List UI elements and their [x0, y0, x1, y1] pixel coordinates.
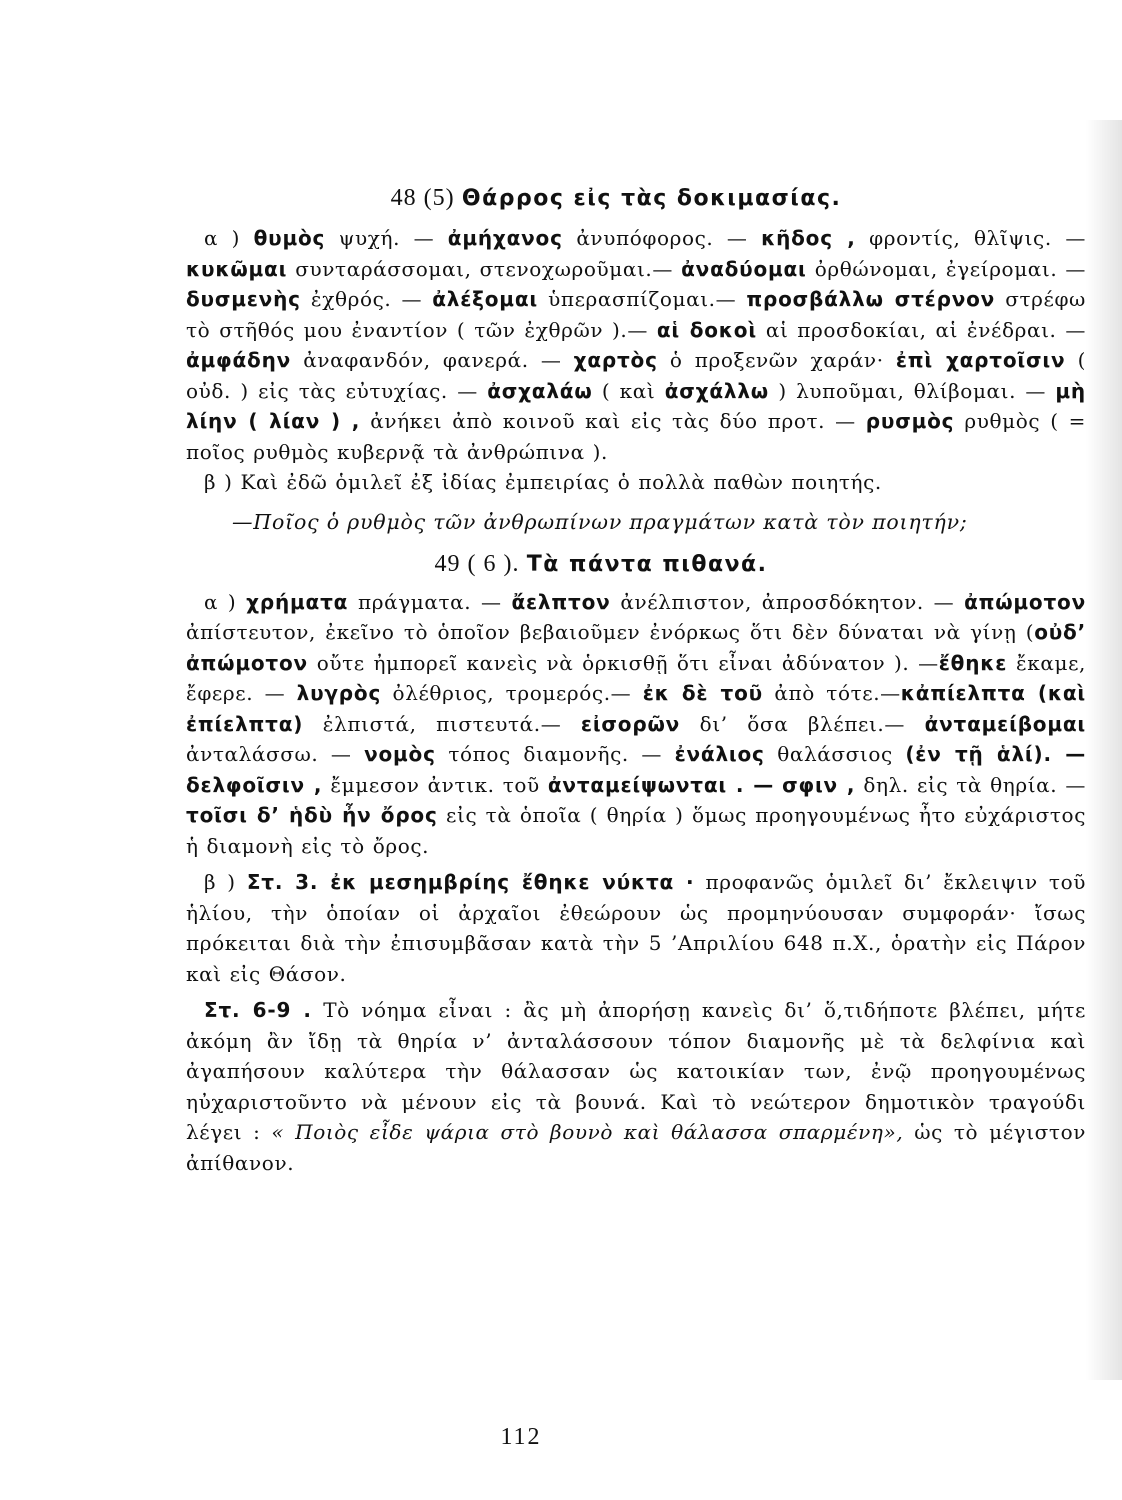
glossary-definition: ὑπερασπίζομαι.— — [548, 287, 737, 311]
facing-page-shadow — [1086, 120, 1122, 1380]
glossary-definition: ἐχθρός. — — [310, 287, 423, 311]
glossary-definition: δηλ. εἰς τὰ θηρία. — — [863, 772, 1086, 797]
section-heading-48 — [186, 178, 1086, 219]
commentary-paragraph — [186, 867, 1086, 989]
glossary-definition: στρέφω τὸ στῆθός μου ἐναντίον ( τῶν ἐχθρῶν ).— — [186, 287, 1086, 342]
glossary-term: ἀπώμοτον — [964, 589, 1086, 614]
glossary-term: αἱ δοκοὶ — [656, 317, 757, 342]
glossary-term: ρυσμὸς — [865, 409, 955, 433]
glossary-term: χρήματα — [246, 589, 349, 614]
glossary-term: θυμὸς — [253, 226, 326, 250]
section-title: Τὰ πάντα πιθανά. — [526, 551, 768, 577]
glossary-definition: πράγματα. — — [358, 589, 502, 614]
commentary-text: Τὸ νόημα εἶναι : ἂς μὴ ἀπορήσῃ κανεὶς δι’ ὅ,τιδήποτε βλέπει, μήτε ἀκόμη ἂν ἴδῃ τὰ θηρία ν’ ἀνταλάσσουν τόπον διαμονῆς μὲ τὰ δελφίνια καὶ ἀγαπήσουν καλύτερα τὴν θάλασσαν ὡς κατοικίαν των, ἐνῷ προηγουμένως ηὐχαριστοῦντο νὰ μένουν εἰς τὰ βουνά. Καὶ τὸ νεώτερον δημοτικὸν τραγούδι λέγει : — [186, 998, 1086, 1144]
glossary-term: ἀνταμείβομαι — [924, 711, 1086, 736]
commentary-text: προφανῶς ὁμιλεῖ δι’ ἔκλειψιν τοῦ ἡλίου, τὴν ὁποίαν οἱ ἀρχαῖοι ἐθεώρουν ὡς προμηνύουσαν συμφοράν· ἴσως πρόκειται διὰ τὴν ἐπισυμβᾶσαν κατὰ τὴν 5 ’Απριλίου 648 π.Χ., ὁρατὴν εἰς Πάρον καὶ εἰς Θάσον. — [186, 870, 1086, 986]
glossary-term: τοῖσι δ’ ἡδὺ ἦν ὄρος — [186, 803, 438, 827]
glossary-definition: θαλάσσιος — [777, 742, 893, 766]
glossary-term: μὴ λίην ( λίαν ) , — [186, 378, 1086, 433]
glossary-term: σφιν , — [782, 772, 856, 797]
glossary-definition: δι’ ὅσα βλέπει.— — [699, 711, 905, 736]
commentary-term: Στ. 3. ἐκ μεσημβρίης ἔθηκε νύκτα · — [246, 870, 695, 894]
glossary-term: ἀναδύομαι — [681, 256, 807, 281]
glossary-term: ἔθηκε — [938, 650, 1008, 675]
glossary-term: κυκῶμαι — [186, 256, 288, 281]
glossary-definition: ἔμμεσον ἀντικ. τοῦ — [330, 772, 540, 797]
glossary-term: ἐπὶ χαρτοῖσιν — [895, 348, 1066, 372]
section-number: 49 ( 6 ). — [434, 550, 520, 577]
glossary-term: νομὸς — [364, 742, 436, 766]
section-title: Θάρρος εἰς τὰς δοκιμασίας. — [461, 186, 842, 211]
glossary-term: ἀσχάλλω — [664, 378, 769, 403]
glossary-term: λυγρὸς — [296, 681, 382, 705]
glossary-term: δελφοῖσιν , — [186, 772, 323, 797]
glossary-term: (ἐν τῇ ἁλί). — — [905, 742, 1086, 766]
glossary-definition: συνταράσσομαι, στενοχωροῦμαι.— — [295, 256, 673, 281]
glossary-term: δυσμενὴς — [186, 287, 301, 311]
glossary-definition: ὀλέθριος, τρομερός.— — [392, 681, 632, 705]
glossary-term: ἀμήχανος — [447, 226, 563, 250]
glossary-definition: φροντίς, θλῖψις. — — [869, 226, 1086, 250]
glossary-term: ἀσχαλάω — [487, 378, 593, 403]
glossary-definition: ) λυποῦμαι, θλίβομαι. — — [778, 378, 1047, 403]
glossary-definition: ἀνέλπιστον, ἀπροσδόκητον. — — [620, 589, 955, 614]
glossary-term: χαρτὸς — [573, 348, 658, 372]
glossary-definition: ἀνυπόφορος. — — [576, 226, 748, 250]
folk-song-quote: « Ποιὸς εἶδε ψάρια στὸ βουνὸ καὶ θάλασσα σπαρμένη», — [271, 1120, 904, 1144]
glossary-term: ἄελπτον — [511, 589, 611, 614]
glossary-definition: ἀνήκει ἀπὸ κοινοῦ καὶ εἰς τὰς δύο προτ. — — [370, 409, 856, 433]
glossary-paragraph — [186, 587, 1086, 862]
glossary-definition: ἔκαμε, ἔφερε. — — [186, 650, 1086, 705]
commentary-paragraph — [186, 995, 1086, 1178]
glossary-term: ἐκ δὲ τοῦ — [642, 681, 763, 705]
glossary-definition: ἐλπιστά, πιστευτά.— — [322, 711, 562, 736]
glossary-definition: ρυθμὸς ( = ποῖος ρυθμὸς κυβερνᾷ τὰ ἀνθρώπινα ). — [186, 409, 1086, 464]
glossary-term: εἰσορῶν — [580, 711, 681, 736]
glossary-term: ἐνάλιος — [674, 742, 765, 766]
glossary-definition: ψυχή. — — [338, 226, 435, 250]
glossary-definition: αἱ προσδοκίαι, αἱ ἐνέδραι. — — [765, 317, 1086, 342]
glossary-term: οὐδ’ ἀπώμοτον — [186, 620, 1086, 675]
commentary-label: β ) — [204, 870, 236, 894]
glossary-definition: ( καὶ — [601, 378, 656, 403]
glossary-term: ἀνταμείψωνται . — — [547, 772, 775, 797]
glossary-definition: ἀναφανδόν, φανερά. — — [303, 348, 562, 372]
glossary-definition: ἀνταλάσσω. — — [186, 742, 352, 766]
glossary-definition: ( οὐδ. ) εἰς τὰς εὐτυχίας. — — [186, 348, 1086, 403]
glossary-term: ἀμφάδην — [186, 348, 292, 372]
glossary-definition: ὁ προξενῶν χαράν· — [669, 348, 884, 372]
section-number: 48 (5) — [390, 185, 455, 211]
glossary-paragraph — [186, 223, 1086, 467]
commentary-term: Στ. 6-9 . — [204, 998, 312, 1022]
note-paragraph: β ) Καὶ ἐδῶ ὁμιλεῖ ἐξ ἰδίας ἐμπειρίας ὁ πολλὰ παθὼν ποιητής. — [204, 470, 882, 494]
glossary-definition: τόπος διαμονῆς. — — [448, 742, 663, 766]
section-heading-49 — [186, 544, 1086, 585]
glossary-label: α ) — [204, 226, 241, 250]
glossary-term: κῆδος , — [761, 226, 856, 250]
glossary-term: ἀλέξομαι — [432, 287, 538, 311]
glossary-term: κἀπίελπτα (καὶ ἐπίελπτα) — [186, 681, 1086, 736]
glossary-definition: ἀπὸ τότε.— — [774, 681, 901, 705]
glossary-term: προσβάλλω στέρνον — [746, 287, 996, 311]
glossary-definition: εἰς τὰ ὁποῖα ( θηρία ) ὅμως προηγουμένως ἦτο εὐχάριστος ἡ διαμονὴ εἰς τὸ ὄρος. — [186, 803, 1086, 858]
glossary-definition: ὀρθώνομαι, ἐγείρομαι. — — [814, 256, 1086, 281]
glossary-definition: ἀπίστευτον, ἐκεῖνο τὸ ὁποῖον βεβαιοῦμεν ἐνόρκως ὅτι δὲν δύναται νὰ γίνῃ ( — [186, 620, 1035, 644]
page-number: 112 — [500, 1424, 542, 1450]
glossary-label: α ) — [204, 589, 237, 614]
commentary-text: ὡς τὸ μέγιστον ἀπίθανον. — [186, 1120, 1086, 1175]
study-question: —Ποῖος ὁ ρυθμὸς τῶν ἀνθρωπίνων πραγμάτων κατὰ τὸν ποιητήν; — [232, 509, 968, 534]
glossary-definition: οὔτε ἠμπορεῖ κανεὶς νὰ ὁρκισθῇ ὅτι εἶναι ἀδύνατον ). — — [316, 650, 939, 675]
